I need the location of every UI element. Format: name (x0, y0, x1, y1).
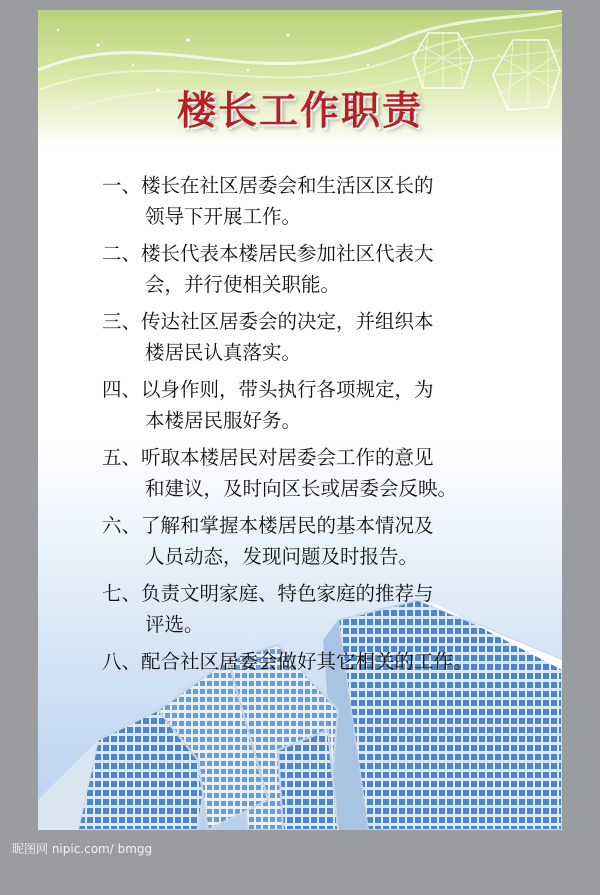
duty-line: 和建议，及时向区长或居委会反映。 (145, 477, 458, 500)
list-item (102, 510, 552, 572)
duty-list (102, 170, 552, 683)
list-item (102, 646, 552, 677)
list-item (102, 374, 552, 436)
watermark-text: 昵图网 nipic.com/ bmgg (12, 842, 153, 856)
duty-line: 会，并行使相关职能。 (145, 273, 341, 296)
duty-line: 三、传达社区居委会的决定，并组织本 (102, 310, 434, 333)
duty-line: 人员动态，发现问题及时报告。 (145, 545, 419, 568)
duty-line: 八、配合社区居委会做好其它相关的工作。 (102, 650, 473, 673)
duty-line: 七、负责文明家庭、特色家庭的推荐与 (102, 582, 434, 605)
page-title: 楼长工作职责 (176, 88, 423, 134)
duty-line: 楼居民认真落实。 (145, 341, 302, 364)
duty-line: 二、楼长代表本楼居民参加社区代表大 (102, 242, 434, 265)
list-item (102, 238, 552, 300)
duty-line: 领导下开展工作。 (145, 205, 302, 228)
duty-line: 一、楼长在社区居委会和生活区区长的 (102, 174, 434, 197)
duty-line: 六、了解和掌握本楼居民的基本情况及 (102, 514, 434, 537)
duty-line: 评选。 (145, 613, 204, 636)
list-item (102, 578, 552, 640)
duty-line: 本楼居民服好务。 (145, 409, 302, 432)
list-item (102, 442, 552, 504)
list-item (102, 170, 552, 232)
poster (38, 10, 562, 830)
list-item (102, 306, 552, 368)
duty-line: 五、听取本楼居民对居委会工作的意见 (102, 446, 434, 469)
duty-line: 四、以身作则，带头执行各项规定，为 (102, 378, 434, 401)
